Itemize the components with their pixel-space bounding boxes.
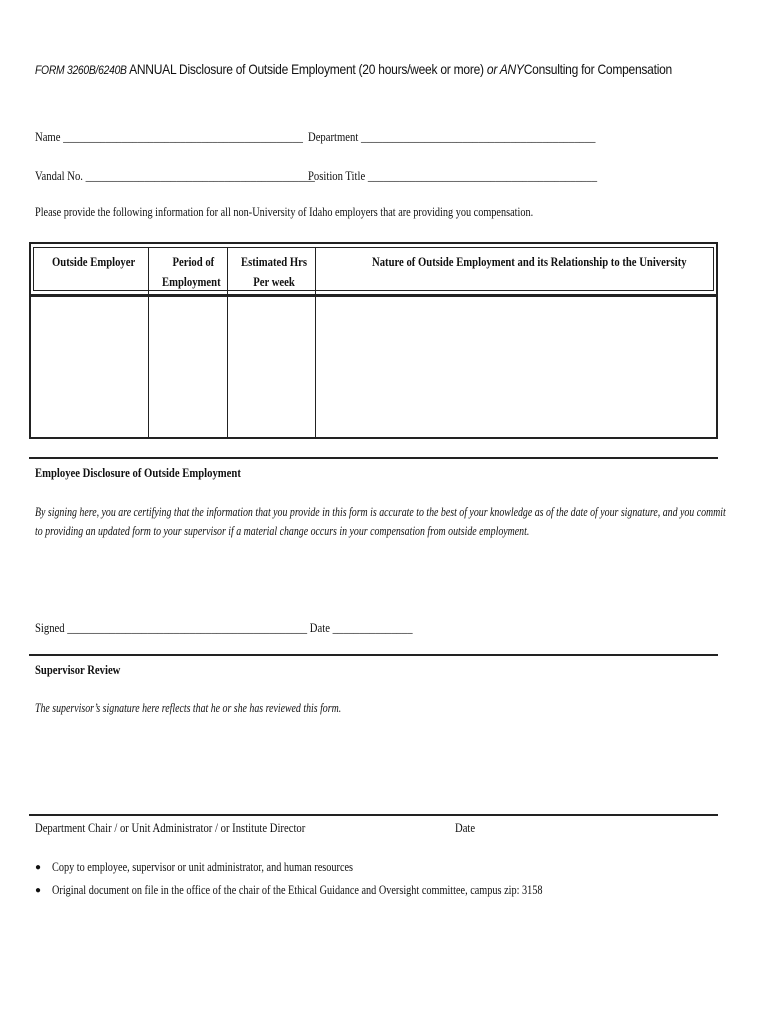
col-header-hours (241, 252, 307, 292)
vandal-label: Vandal No. (35, 168, 83, 183)
col-header-period (162, 252, 221, 292)
instructions-text: Please provide the following information for all non-University of Idaho employers that are providing you compensation. (35, 205, 534, 219)
col-divider-3 (315, 247, 316, 439)
department-field[interactable] (308, 129, 596, 145)
divider-employee (29, 457, 718, 459)
vandal-field[interactable] (35, 168, 315, 184)
col-header-period-line1: Period of (172, 254, 215, 269)
bullet-icon: ● (35, 885, 42, 896)
form-code: FORM 3260B/6240B (35, 63, 127, 77)
col-header-period-line2: Employment (162, 274, 221, 289)
bullet-text-copy: Copy to employee, supervisor or unit administrator, and human resources (52, 860, 354, 874)
bullet-text-original: Original document on file in the office of the chair of the Ethical Guidance and Oversight committee, campus zip: 3158 (52, 883, 543, 897)
bullet-icon: ● (35, 862, 42, 873)
name-line[interactable]: _____________________________________________ (63, 129, 303, 144)
title-emphasis: or ANY (486, 61, 524, 77)
title-end: Consulting for Compensation (523, 61, 673, 77)
position-field[interactable] (308, 168, 597, 184)
divider-supervisor (29, 654, 718, 656)
form-title (35, 61, 672, 77)
table-body[interactable] (29, 296, 718, 439)
position-line[interactable]: ___________________________________________ (367, 168, 598, 183)
name-label: Name (35, 129, 61, 144)
employee-statement-line1: By signing here, you are certifying that the information that you provide in this form is accurate to the best of your knowledge as of the date of your signature, and you commit (35, 505, 726, 519)
col-header-nature: Nature of Outside Employment and its Relationship to the University (372, 254, 687, 269)
col-divider-1 (148, 247, 149, 439)
department-label: Department (308, 129, 359, 144)
chair-label: Department Chair / or Unit Administrator / or Institute Director (35, 820, 306, 835)
employee-statement-line2: to providing an updated form to your supervisor if a material change occurs in your compensation from outside employment. (35, 524, 530, 538)
employee-date-label: Date (309, 620, 330, 635)
vandal-line[interactable]: ___________________________________________ (85, 168, 315, 183)
col-header-hours-line1: Estimated Hrs (241, 254, 308, 269)
col-header-hours-line2: Per week (253, 274, 295, 289)
employee-heading: Employee Disclosure of Outside Employment (35, 465, 241, 480)
supervisor-heading: Supervisor Review (35, 662, 121, 677)
employee-date-line[interactable]: _______________ (332, 620, 413, 635)
name-field[interactable] (35, 129, 303, 145)
supervisor-statement: The supervisor’s signature here reflects that he or she has reviewed this form. (35, 701, 342, 715)
col-divider-2 (227, 247, 228, 439)
position-label: Position Title (308, 168, 366, 183)
signed-field[interactable] (35, 620, 413, 636)
signed-line[interactable]: _____________________________________________ (67, 620, 308, 635)
title-main: ANNUAL Disclosure of Outside Employment (20 hours/week or more) (129, 61, 484, 77)
signed-label: Signed (35, 620, 65, 635)
col-header-employer: Outside Employer (52, 254, 136, 269)
department-line[interactable]: ____________________________________________ (360, 129, 596, 144)
chair-date-label: Date (455, 820, 476, 835)
chair-signature-line[interactable] (29, 814, 718, 816)
